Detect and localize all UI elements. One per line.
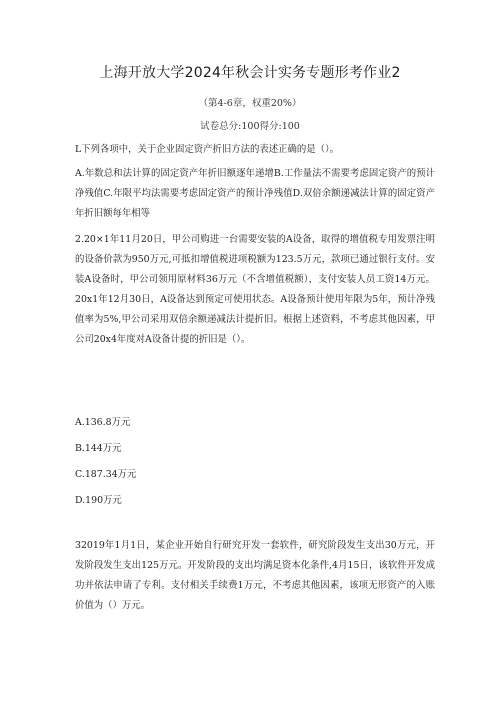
question-2-option-c[interactable]: C.187.34万元 bbox=[75, 469, 137, 480]
question-2-options bbox=[75, 413, 435, 517]
page-title: 上海开放大学2024年秋会计实务专题形考作业2 bbox=[99, 65, 401, 81]
score-line: 试卷总分:100得分:100 bbox=[200, 121, 300, 132]
question-1-options: A.年数总和法计算的固定资产年折旧额逐年递增B.工作量法不需要考虑固定资产的预计净残值C.年限平均法需要考虑固定资产的预计净残值D.双倍余额递减法计算的固定资产年折旧额每年相等 bbox=[75, 168, 435, 219]
question-2-option-a[interactable]: A.136.8万元 bbox=[75, 417, 131, 428]
question-2 bbox=[75, 230, 435, 350]
question-3-stem: 32019年1月1日，某企业开始自行研究开发一套软件，研究阶段发生支出30万元，开发阶段发生支出125万元。开发阶段的支出均满足资本化条件,4月15日，该软件开发成功并依法申请了专利。支付相关手续费1万元，不考虑其他因素，该项无形资产的入账价值为（）万元。 bbox=[75, 540, 435, 611]
page-subtitle: （第4-6章，权重20%） bbox=[198, 98, 302, 109]
question-3 bbox=[75, 536, 435, 616]
question-2-stem: 2.20×1年11月20日，甲公司购进一台需要安装的A设备，取得的增值税专用发票注明的设备价款为950万元,可抵扣增值税进项税额为123.5万元，款项已通过银行支付。安装A设备时，甲公司领用原材料36万元（不含增值税额），支付安装人员工资14万元。20x1年12月30日，A设备达到预定可使用状态。A设备预计使用年限为5年，预计净残值率为5%,甲公司采用双倍余额递减法计提折旧。根据上述资料，不考虑其他因素，甲公司20x4年度对A设备计提的折旧是（）。 bbox=[75, 234, 435, 345]
question-2-option-d[interactable]: D.190万元 bbox=[75, 495, 122, 506]
question-1-stem: L下列各项中，关于企业固定资产折旧方法的表述正确的是（）。 bbox=[75, 144, 340, 155]
question-2-option-b[interactable]: B.144万元 bbox=[75, 443, 122, 454]
question-1 bbox=[75, 140, 435, 224]
